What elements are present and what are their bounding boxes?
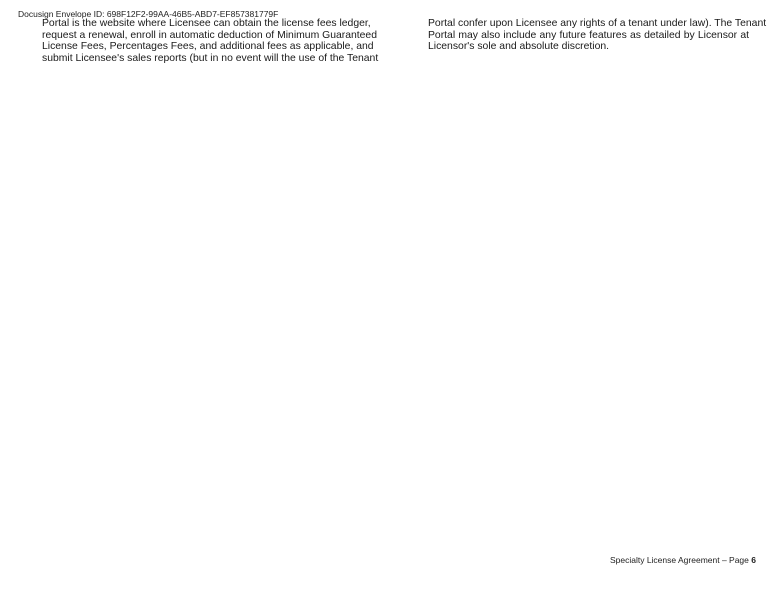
footer-label: Specialty License Agreement – Page	[609, 555, 749, 565]
body-text-line: Portal confer upon Licensee any rights of a tenant under law). The Tenant	[428, 18, 767, 29]
body-text-line: request a renewal, enroll in automatic deduction of Minimum Guaranteed	[42, 29, 377, 41]
body-text-line: Portal may also include any future features as detailed by Licensor at	[428, 29, 749, 41]
body-text-left-column	[42, 18, 379, 64]
body-text-line: Portal is the website where Licensee can obtain the license fees ledger,	[42, 18, 371, 29]
body-text-line: Licensor's sole and absolute discretion.	[428, 41, 610, 53]
body-text-line: submit Licensee's sales reports (but in no event will the use of the Tenant	[42, 52, 379, 64]
body-text-right-column	[428, 18, 767, 53]
body-text-line: License Fees, Percentages Fees, and additional fees as applicable, and	[42, 41, 374, 53]
page-number: 6	[751, 555, 756, 565]
envelope-id: Docusign Envelope ID: 698F12F2-99AA-46B5-ABD7-EF857381779F	[18, 9, 279, 19]
page-footer	[610, 555, 756, 565]
